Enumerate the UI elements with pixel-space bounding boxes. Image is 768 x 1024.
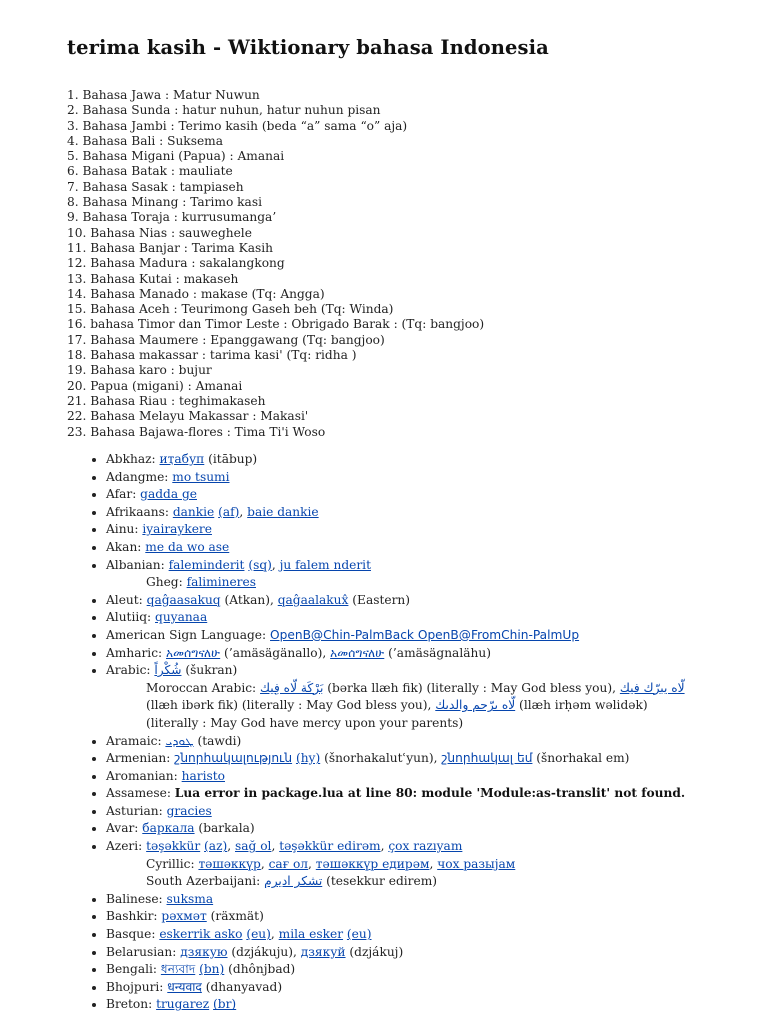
link-aleut-1[interactable]: qaĝaasakuq [146, 592, 221, 607]
translation-asl: • American Sign Language: OpenB@Chin-PalmBack OpenB@FromChin-PalmUp [106, 627, 685, 645]
list-item: 18. Bahasa makassar : tarima kasi' (Tq: ridha ) [67, 348, 357, 363]
link-azeri-3[interactable]: təşəkkür edirəm [279, 839, 381, 854]
page-title: terima kasih - Wiktionary bahasa Indonesia [67, 36, 549, 59]
link-bengali-bn[interactable]: (bn) [199, 962, 225, 977]
translation-moroccan-cont: (llæh ibərk fik) (literally : May God bless you), لّاه يرّحم والديك (llæh irḥəm wəlidək) [146, 698, 648, 713]
link-afar[interactable]: gadda ge [140, 487, 197, 502]
translation-south-azerbaijani: South Azerbaijani: تشکر ادیرم (tesekkur edirem) [146, 874, 438, 889]
translation-amharic: • Amharic: አመሰግናለሁ (’amäsägänallo), አመሰግናለሁ (’amäsägnalähu) [106, 645, 685, 663]
translation-azeri-cyrillic: Cyrillic: тәшәккүр, сағ ол, тәшәккүр едирәм, чох разыјам [146, 856, 516, 871]
translation-afar: • Afar: gadda ge [106, 486, 685, 504]
regional-list [67, 88, 484, 440]
link-albanian-1[interactable]: faleminderit [168, 557, 245, 572]
link-moroccan-3[interactable]: لّاه يرّحم والديك [435, 698, 516, 713]
link-adangme[interactable]: mo tsumi [172, 469, 230, 484]
link-alutiiq[interactable]: quyanaa [155, 610, 208, 625]
translation-moroccan: Moroccan Arabic: بَرْكَة لّاه فِيك (bərka llæh fik) (literally : May God bless you), لّاه يبرّك فيك [146, 680, 685, 695]
link-gheg[interactable]: falimineres [186, 575, 256, 590]
link-akan[interactable]: me da wo ase [145, 539, 230, 554]
link-basque-eu-1[interactable]: (eu) [246, 927, 271, 942]
list-item: 2. Bahasa Sunda : hatur nuhun, hatur nuhun pisan [67, 103, 381, 118]
translation-bashkir: • Bashkir: рәхмәт (räxmät) [106, 908, 685, 926]
link-belarusian-1[interactable]: дзякую [180, 944, 228, 959]
translation-balinese: • Balinese: suksma [106, 891, 685, 909]
link-albanian-sq[interactable]: (sq) [248, 557, 272, 572]
list-item: 6. Bahasa Batak : mauliate [67, 164, 233, 179]
list-item: 14. Bahasa Manado : makase (Tq: Angga) [67, 286, 325, 301]
list-item: 3. Bahasa Jambi : Terimo kasih (beda “a” sama “o” aja) [67, 118, 408, 133]
link-basque-1[interactable]: eskerrik asko [159, 927, 243, 942]
link-asl[interactable]: OpenB@Chin-PalmBack OpenB@FromChin-PalmUp [270, 627, 580, 642]
list-item: 22. Bahasa Melayu Makassar : Makasi' [67, 409, 309, 424]
list-item: 23. Bahasa Bajawa-flores : Tima Ti'i Woso [67, 424, 326, 439]
link-afrikaans-2[interactable]: baie dankie [247, 504, 319, 519]
translation-breton: • Breton: trugarez (br) [106, 996, 685, 1014]
translation-albanian: • Albanian: faleminderit (sq), ju falem nderit Gheg: falimineres [106, 557, 685, 592]
link-balinese[interactable]: suksma [166, 891, 214, 906]
link-arabic[interactable]: شُكْراً [154, 663, 182, 678]
link-albanian-2[interactable]: ju falem nderit [279, 557, 371, 572]
list-item: 20. Papua (migani) : Amanai [67, 378, 243, 393]
translation-azeri: • Azeri: təşəkkür (az), sağ ol, təşəkkür edirəm, çox razıyam Cyrillic: тәшәккүр, сағ ол, тәшәккүр едирәм, чох разыјам South Azerbaijani: تشکر ادیرم (tesekkur edirem) [106, 838, 685, 891]
list-item: 5. Bahasa Migani (Papua) : Amanai [67, 149, 285, 164]
link-afrikaans-1[interactable]: dankie [172, 504, 215, 519]
lua-error-message: Lua error in package.lua at line 80: module 'Module:as-translit' not found. [174, 786, 686, 801]
link-aromanian[interactable]: haristo [181, 768, 225, 783]
link-aleut-2[interactable]: qaĝaalakux̂ [277, 592, 349, 607]
translation-aromanian: • Aromanian: haristo [106, 768, 685, 786]
list-item: 13. Bahasa Kutai : makaseh [67, 271, 239, 286]
link-armenian-1[interactable]: շնորհակալություն [174, 751, 293, 766]
translation-gheg: Gheg: falimineres [146, 575, 256, 590]
list-item: 10. Bahasa Nias : sauweghele [67, 225, 252, 240]
translation-afrikaans: • Afrikaans: dankie (af), baie dankie [106, 504, 685, 522]
link-moroccan-1[interactable]: بَرْكَة لّاه فِيك [260, 680, 324, 695]
link-asturian[interactable]: gracies [166, 803, 212, 818]
list-item: 9. Bahasa Toraja : kurrusumanga’ [67, 210, 277, 225]
translation-aramaic: • Aramaic: ܛܘܕܝ (tawdi) [106, 733, 685, 751]
translation-avar: • Avar: баркала (barkala) [106, 820, 685, 838]
translation-adangme: • Adangme: mo tsumi [106, 469, 685, 487]
translation-arabic: • Arabic: شُكْراً (šukran) Moroccan Arabic: بَرْكَة لّاه فِيك (bərka llæh fik) (literally : May God bless you), لّاه يبرّك فيك (llæh ibərk fik) (literally : May God bless you), لّاه يرّحم والديك (llæh irḥəm wəlidək) (literally : May God have mercy upon your parents) [106, 662, 685, 732]
link-afrikaans-af[interactable]: (af) [218, 504, 240, 519]
translation-akan: • Akan: me da wo ase [106, 539, 685, 557]
link-breton[interactable]: trugarez [156, 997, 210, 1012]
link-abkhaz[interactable]: иҭабуп [159, 452, 205, 466]
list-item: 1. Bahasa Jawa : Matur Nuwun [67, 88, 260, 102]
link-avar[interactable]: баркала [142, 821, 195, 836]
list-item: 7. Bahasa Sasak : tampiaseh [67, 179, 244, 194]
link-azeri-2[interactable]: sağ ol [235, 839, 272, 854]
list-item: 19. Bahasa karo : bujur [67, 363, 212, 378]
link-bhojpuri[interactable]: धन्यवाद [167, 979, 202, 994]
link-bengali[interactable]: ধন্যবাদ [160, 962, 196, 977]
link-moroccan-2[interactable]: لّاه يبرّك فيك [619, 680, 685, 695]
link-azeri-1[interactable]: təşəkkür [146, 839, 201, 854]
link-ainu[interactable]: iyairaykere [142, 522, 212, 537]
translation-abkhaz: • Abkhaz: иҭабуп (itābup) [106, 451, 685, 469]
translation-asturian: • Asturian: gracies [106, 803, 685, 821]
translation-assamese: • Assamese: Lua error in package.lua at line 80: module 'Module:as-translit' not found. [106, 785, 685, 803]
list-item: 12. Bahasa Madura : sakalangkong [67, 256, 285, 271]
translation-ainu: • Ainu: iyairaykere [106, 521, 685, 539]
list-item: 21. Bahasa Riau : teghimakaseh [67, 393, 266, 408]
link-cyrillic-4[interactable]: чох разыјам [437, 856, 516, 871]
list-item: 16. bahasa Timor dan Timor Leste : Obrigado Barak : (Tq: bangjoo) [67, 317, 485, 332]
translation-bhojpuri: • Bhojpuri: धन्यवाद (dhanyavad) [106, 979, 685, 997]
list-item: 8. Bahasa Minang : Tarimo kasi [67, 195, 262, 210]
link-amharic-2[interactable]: አመሰግናለሁ [330, 645, 385, 660]
link-breton-br[interactable]: (br) [213, 997, 237, 1012]
translation-aleut: • Aleut: qaĝaasakuq (Atkan), qaĝaalakux̂ (Eastern) [106, 592, 685, 610]
link-cyrillic-2[interactable]: сағ ол [268, 856, 309, 871]
link-aramaic[interactable]: ܛܘܕܝ [165, 733, 194, 748]
list-item: 15. Bahasa Aceh : Teurimong Gaseh beh (Tq: Winda) [67, 302, 394, 317]
translation-moroccan-note: (literally : May God have mercy upon your parents) [146, 715, 464, 730]
link-armenian-hy[interactable]: (hy) [295, 751, 321, 766]
link-bashkir[interactable]: рәхмәт [161, 909, 207, 924]
translation-belarusian: • Belarusian: дзякую (dzjákuju), дзякуй (dzjákuj) [106, 944, 685, 962]
link-south-azerbaijani[interactable]: تشکر ادیرم [264, 874, 323, 889]
translation-armenian: • Armenian: շնորհակալություն (hy) (šnorhakalutʿyun), շնորհակալ եմ (šnorhakal em) [106, 750, 685, 768]
link-cyrillic-3[interactable]: тәшәккүр едирәм [315, 856, 430, 871]
translation-alutiiq: • Alutiiq: quyanaa [106, 609, 685, 627]
list-item: 11. Bahasa Banjar : Tarima Kasih [67, 240, 274, 255]
list-item: 17. Bahasa Maumere : Epanggawang (Tq: bangjoo) [67, 332, 385, 347]
link-cyrillic-1[interactable]: тәшәккүр [198, 856, 261, 871]
translations-list [88, 451, 685, 1014]
link-belarusian-2[interactable]: дзякуй [300, 944, 346, 959]
list-item: 4. Bahasa Bali : Suksema [67, 133, 223, 148]
translation-basque: • Basque: eskerrik asko (eu), mila esker (eu) [106, 926, 685, 944]
link-amharic-1[interactable]: አመሰግናለሁ [166, 645, 221, 660]
link-armenian-2[interactable]: շնորհակալ եմ [441, 751, 533, 766]
link-azeri-az[interactable]: (az) [204, 839, 228, 854]
link-azeri-4[interactable]: çox razıyam [388, 839, 463, 854]
link-basque-2[interactable]: mila esker [278, 927, 344, 942]
translation-bengali: • Bengali: ধন্যবাদ (bn) (dhônjbad) [106, 961, 685, 979]
link-basque-eu-2[interactable]: (eu) [346, 927, 372, 942]
